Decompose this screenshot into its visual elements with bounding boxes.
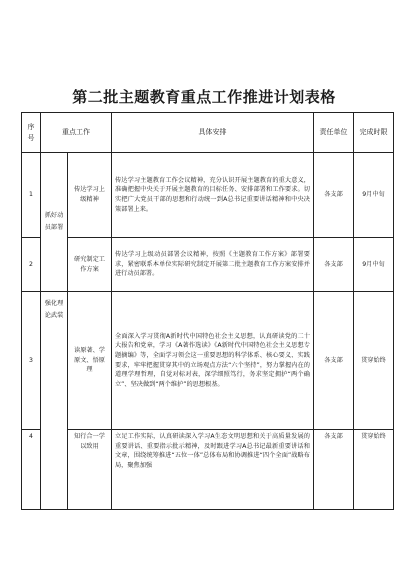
row-group: 强化理论武装 xyxy=(41,292,68,510)
table-row xyxy=(22,238,394,292)
header-unit: 责任单位 xyxy=(314,113,354,153)
row-task: 知行合一学以致用 xyxy=(68,430,112,510)
row-time: 9月中旬 xyxy=(354,153,394,238)
plan-table xyxy=(21,112,394,510)
row-time: 贯穿始终 xyxy=(354,292,394,430)
row-task: 研究制定工作方案 xyxy=(68,238,112,292)
page-title: 第二批主题教育重点工作推进计划表格 xyxy=(72,88,336,106)
header-focus: 重点工作 xyxy=(41,113,112,153)
table-header-row xyxy=(22,113,394,153)
row-unit: 各支部 xyxy=(314,238,354,292)
row-plan: 全面深入学习贯彻A新时代中国特色社会主义思想，认真研读党的二十大报告和党章，学习《A著作选读》《A新时代中国特色社会主义思想专题摘编》等，全面学习领会这一重要思想的科学体系、核心要义、实践要求，牢牢把握贯穿其中的立场观点方法“六个坚持”，努力掌握内在的道理学理哲理，自觉对标对表，深学细照笃行，务求坚定拥护“两个确立”、坚决做到“两个维护”的思想根基。 xyxy=(112,292,314,430)
row-no: 1 xyxy=(22,153,41,238)
row-task: 读原著、学原文、悟原理 xyxy=(68,292,112,430)
row-plan: 立足工作实际，认真研读深入学习A生态文明思想和关于高质量发展的重要讲话、重要指示批示精神，及时跟进学习A总书记最新重要讲话和文章，围绕统筹推进“五位一体”总体布局和协调推进“四个全面”战略布局，聚焦加强 xyxy=(112,430,314,510)
row-group: 抓好动员部署 xyxy=(41,153,68,292)
row-plan: 传达学习上级动员部署会议精神，按照《主题教育工作方案》部署要求，紧密联系本单位实际研究制定开展第二批主题教育工作方案安排并进行动员部署。 xyxy=(112,238,314,292)
row-no: 3 xyxy=(22,292,41,430)
header-no: 序号 xyxy=(22,113,41,153)
row-no: 2 xyxy=(22,238,41,292)
table-row xyxy=(22,292,394,430)
row-no: 4 xyxy=(22,430,41,510)
row-time: 贯穿始终 xyxy=(354,430,394,510)
row-unit: 各支部 xyxy=(314,292,354,430)
row-time: 9月中旬 xyxy=(354,238,394,292)
row-unit: 各支部 xyxy=(314,430,354,510)
row-task: 传达学习上级精神 xyxy=(68,153,112,238)
row-unit: 各支部 xyxy=(314,153,354,238)
header-time: 完成时限 xyxy=(354,113,394,153)
table-row xyxy=(22,153,394,238)
header-plan: 具体安排 xyxy=(112,113,314,153)
table-row xyxy=(22,430,394,510)
row-plan: 传达学习主题教育工作会议精神，充分认识开展主题教育的重大意义，准确把握中央关于开展主题教育的目标任务、安排部署和工作要求。切实把广大党员干部的思想和行动统一到A总书记重要讲话精神和中央决策部署上来。 xyxy=(112,153,314,238)
